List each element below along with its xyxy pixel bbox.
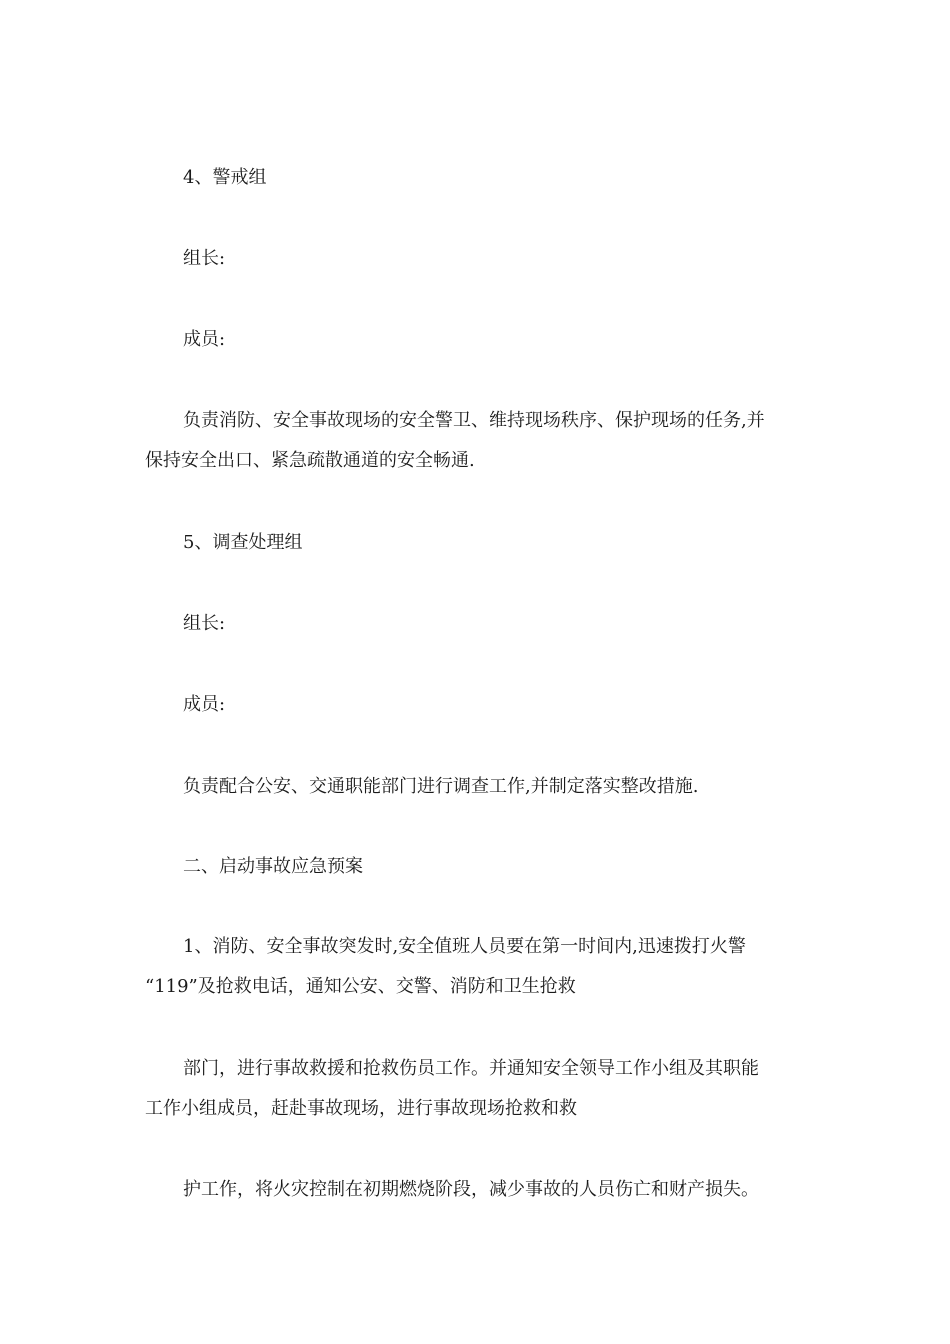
paragraph-line: 5、调查处理组 bbox=[183, 532, 303, 553]
paragraph-line: 成员: bbox=[183, 329, 226, 350]
paragraph-line: 二、启动事故应急预案 bbox=[183, 856, 363, 877]
paragraph-line: 1、消防、安全事故突发时,安全值班人员要在第一时间内,迅速拨打火警 bbox=[183, 936, 746, 957]
paragraph-line: 负责消防、安全事故现场的安全警卫、维持现场秩序、保护现场的任务,并 bbox=[183, 410, 765, 431]
paragraph-line: “119”及抢救电话，通知公安、交警、消防和卫生抢救 bbox=[145, 976, 576, 997]
group-leader-label bbox=[145, 239, 805, 279]
section-heading-investigation-group bbox=[145, 523, 805, 563]
paragraph-line: 组长: bbox=[183, 613, 226, 634]
section-heading-emergency-plan bbox=[145, 847, 805, 887]
group-members-label bbox=[145, 685, 805, 725]
group-leader-label bbox=[145, 604, 805, 644]
group-members-label bbox=[145, 320, 805, 360]
paragraph-line: 保持安全出口、紧急疏散通道的安全畅通. bbox=[145, 450, 475, 471]
paragraph-line: 护工作，将火灾控制在初期燃烧阶段，减少事故的人员伤亡和财产损失。 bbox=[183, 1179, 759, 1200]
section-heading-alert-group bbox=[145, 158, 805, 198]
paragraph-line: 成员: bbox=[183, 694, 226, 715]
paragraph-line: 组长: bbox=[183, 248, 226, 269]
fire-control-paragraph bbox=[145, 1170, 805, 1210]
investigation-group-duty-paragraph bbox=[145, 767, 805, 807]
alert-group-duty-paragraph bbox=[145, 401, 805, 481]
rescue-paragraph bbox=[145, 1049, 805, 1129]
paragraph-line: 部门，进行事故救援和抢救伤员工作。并通知安全领导工作小组及其职能 bbox=[183, 1058, 759, 1079]
paragraph-line: 负责配合公安、交通职能部门进行调查工作,并制定落实整改措施. bbox=[183, 776, 699, 797]
emergency-step-paragraph bbox=[145, 927, 805, 1007]
paragraph-line: 工作小组成员，赶赴事故现场，进行事故现场抢救和救 bbox=[145, 1098, 577, 1119]
paragraph-line: 4、警戒组 bbox=[183, 167, 267, 188]
